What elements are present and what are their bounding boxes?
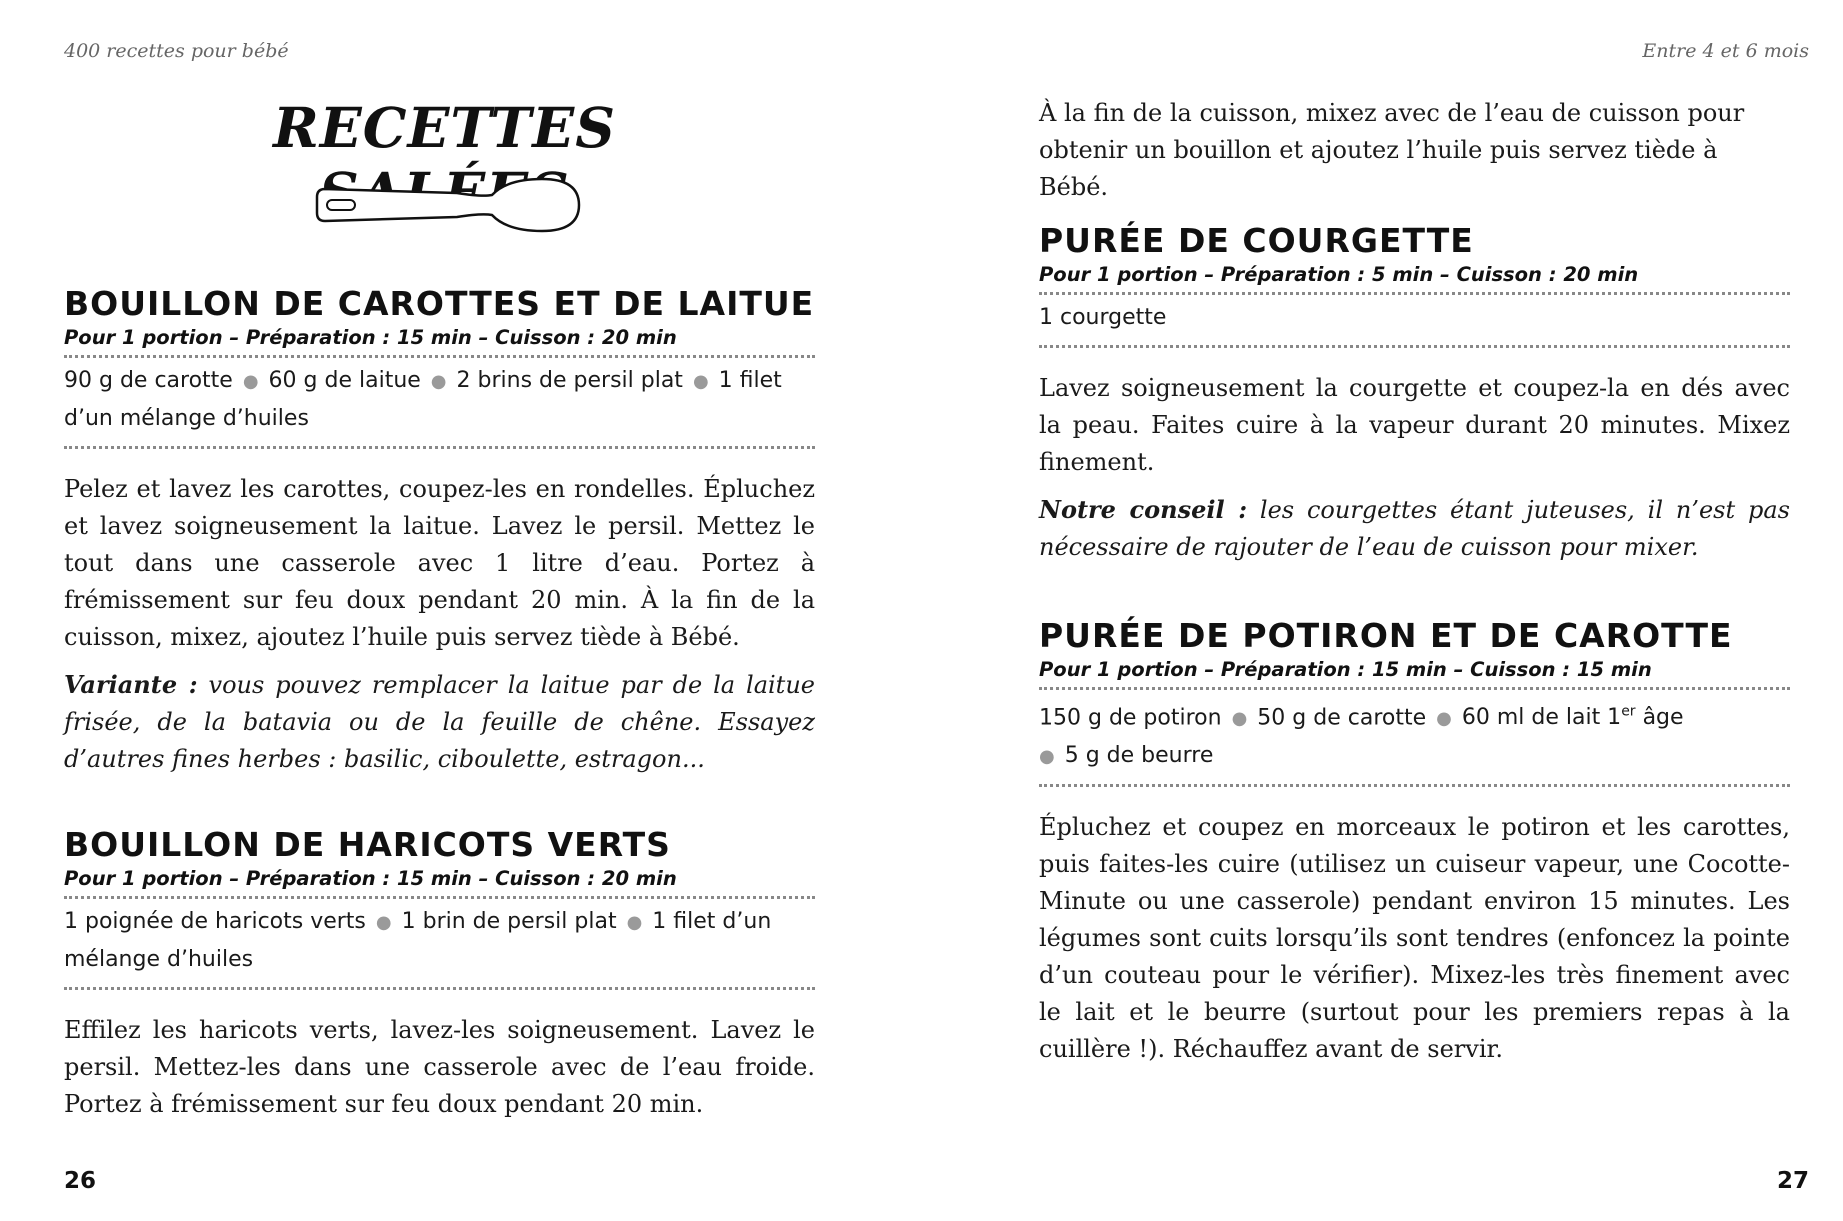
dotted-divider	[1039, 345, 1790, 348]
recipe-note	[64, 666, 815, 778]
left-page	[64, 0, 824, 1221]
recipe-puree-courgette	[1039, 222, 1790, 566]
dotted-divider	[64, 446, 815, 449]
bullet-dot: ●	[1436, 708, 1452, 730]
recipe-meta: Pour 1 portion – Préparation : 15 min – Cuisson : 20 min	[64, 867, 677, 890]
recipe-instructions: Effilez les haricots verts, lavez-les soigneusement. Lavez le persil. Mettez-les dans une casserole avec de l’eau froide. Portez à frémissement sur feu doux pendant 20 min.	[64, 1016, 815, 1118]
ingredient-list	[1039, 295, 1790, 341]
bullet-dot: ●	[1039, 746, 1055, 768]
note-label: Notre conseil :	[1039, 495, 1248, 524]
bullet-dot: ●	[375, 912, 392, 933]
ingredient: 5 g de beurre	[1064, 743, 1214, 769]
ingredient: 1 filet d’un mélange d’huiles	[64, 368, 782, 431]
page-number: 26	[64, 1168, 97, 1194]
ingredient: 150 g de potiron	[1039, 705, 1222, 731]
recipe-bouillon-carottes	[64, 285, 815, 778]
recipe-bouillon-haricots	[64, 826, 815, 1123]
ingredient-list	[1039, 690, 1790, 780]
recipe-puree-potiron	[1039, 617, 1790, 1068]
bullet-dot: ●	[626, 912, 643, 933]
ingredient: 2 brins de persil plat	[456, 368, 683, 393]
page-number: 27	[1776, 1168, 1809, 1194]
bullet-dot: ●	[430, 371, 447, 392]
ingredient-superscript: er	[1621, 704, 1636, 720]
ingredient: 60 g de laitue	[268, 368, 421, 393]
recipe-title: BOUILLON DE HARICOTS VERTS	[64, 825, 671, 864]
recipe-instructions: Lavez soigneusement la courgette et coupez-la en dés avec la peau. Faites cuire à la vapeur durant 20 minutes. Mixez finement.	[1039, 374, 1790, 476]
bullet-dot: ●	[692, 371, 709, 392]
ingredient	[1462, 705, 1684, 730]
bullet-dot: ●	[1231, 708, 1248, 730]
recipe-meta: Pour 1 portion – Préparation : 15 min – Cuisson : 15 min	[1039, 658, 1652, 681]
recipe-title: BOUILLON DE CAROTTES ET DE LAITUE	[64, 284, 815, 323]
note-text: les courgettes étant juteuses, il n’est pas nécessaire de rajouter de l’eau de cuisson pour mixer.	[1039, 496, 1790, 561]
ingredient: 90 g de carotte	[64, 368, 233, 393]
ingredient-list	[64, 358, 815, 442]
recipe-meta: Pour 1 portion – Préparation : 5 min – Cuisson : 20 min	[1039, 263, 1639, 286]
ingredient-suffix: âge	[1642, 705, 1684, 731]
recipe-note	[1039, 491, 1790, 566]
dotted-divider	[1039, 784, 1790, 787]
ingredient: 1 filet d’un mélange d’huiles	[64, 909, 772, 972]
section-title: RECETTES	[273, 95, 616, 160]
dotted-divider	[64, 987, 815, 990]
recipe-instructions: Épluchez et coupez en morceaux le potiron et les carottes, puis faites-les cuire (utilisez un cuiseur vapeur, une Cocotte-Minute ou une casserole) pendant environ 15 minutes. Les légumes sont cuits lorsqu’ils sont tendres (enfoncez la pointe d’un couteau pour le vérifier). Mixez-les très finement avec le lait et le beurre (surtout pour les premiers repas à la cuillère !). Réchauffez avant de servir.	[1039, 813, 1790, 1064]
ingredient-list	[64, 899, 815, 983]
bullet-dot: ●	[242, 371, 259, 392]
recipe-instructions: Pelez et lavez les carottes, coupez-les en rondelles. Épluchez et lavez soigneusement la laitue. Lavez le persil. Mettez le tout dans une casserole avec 1 litre d’eau. Portez à frémissement sur feu doux pendant 20 min. À la fin de la cuisson, mixez, ajoutez l’huile puis servez tiède à Bébé.	[64, 475, 815, 651]
note-label: Variante :	[64, 670, 198, 699]
note-text: vous pouvez remplacer la laitue par de la laitue frisée, de la batavia ou de la feuille de chêne. Essayez d’autres fines herbes : basilic, ciboulette, estragon...	[64, 671, 815, 773]
continuation-text: À la fin de la cuisson, mixez avec de l’eau de cuisson pour obtenir un bouillon et ajoutez l’huile puis servez tiède à Bébé.	[1039, 99, 1745, 201]
right-page	[1039, 0, 1809, 1221]
running-header: Entre 4 et 6 mois	[1642, 40, 1809, 62]
ingredient: 1 poignée de haricots verts	[64, 909, 366, 934]
recipe-title: PURÉE DE COURGETTE	[1039, 221, 1474, 260]
running-header: 400 recettes pour bébé	[64, 40, 289, 62]
ingredient-text: 60 ml de lait 1	[1461, 705, 1622, 731]
ingredient: 1 brin de persil plat	[401, 909, 617, 934]
ingredient: 50 g de carotte	[1257, 705, 1427, 731]
recipe-title: PURÉE DE POTIRON ET DE CAROTTE	[1039, 616, 1733, 655]
recipe-meta: Pour 1 portion – Préparation : 15 min – Cuisson : 20 min	[64, 326, 677, 349]
spoon-icon	[307, 175, 582, 235]
ingredient: 1 courgette	[1039, 305, 1167, 330]
